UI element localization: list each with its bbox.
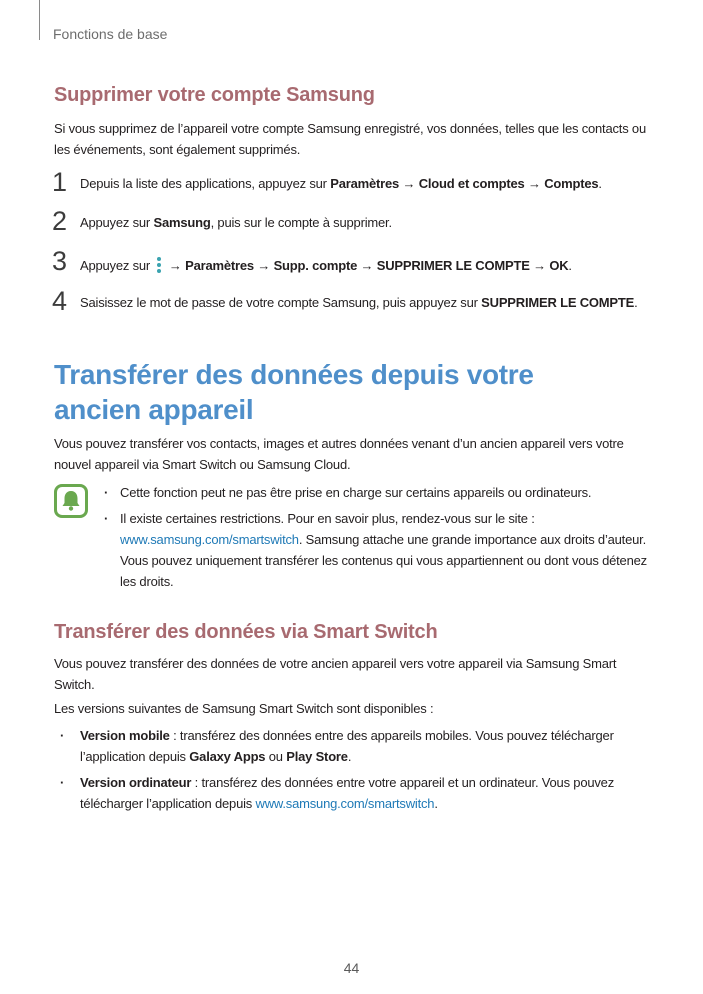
more-options-icon bbox=[155, 255, 163, 275]
note-item: · Cette fonction peut ne pas être prise en charge sur certains appareils ou ordinateurs. bbox=[104, 482, 649, 503]
running-header: Fonctions de base bbox=[53, 26, 168, 42]
main-heading-transfer-data: Transférer des données depuis votre ancien appareil bbox=[54, 359, 534, 425]
step-text: Appuyez sur → Paramètres → Supp. compte → SUPPRIMER LE COMPTE → OK. bbox=[80, 255, 572, 275]
step-2 bbox=[52, 206, 674, 237]
step-text: Depuis la liste des applications, appuyez sur Paramètres → Cloud et comptes → Comptes. bbox=[80, 176, 602, 191]
bell-notice-icon bbox=[54, 484, 88, 518]
section-heading-smart-switch: Transférer des données via Smart Switch bbox=[54, 621, 438, 643]
menu-path-accounts: Comptes bbox=[544, 176, 599, 191]
version-item-computer: · Version ordinateur : transférez des données entre votre appareil et un ordinateur. Vous pouvez télécharger l’application depuis www.samsung.com/smartswitch. bbox=[54, 772, 649, 814]
step-text: Appuyez sur Samsung, puis sur le compte à supprimer. bbox=[80, 215, 392, 230]
step-4 bbox=[52, 286, 674, 317]
menu-path-settings: Paramètres bbox=[330, 176, 400, 191]
version-item-mobile: · Version mobile : transférez des données entre des appareils mobiles. Vous pouvez télécharger l’application depuis Galaxy Apps ou Play Store. bbox=[54, 725, 649, 767]
smartswitch-link[interactable]: www.samsung.com/smartswitch bbox=[120, 532, 299, 547]
delete-account-intro: Si vous supprimez de l’appareil votre compte Samsung enregistré, vos données, telles que les contacts ou les événements, sont également supprimés. bbox=[54, 121, 646, 157]
menu-path-settings: Paramètres bbox=[185, 258, 254, 273]
galaxy-apps-label: Galaxy Apps bbox=[189, 749, 266, 764]
menu-path-remove-account: Supp. compte bbox=[273, 258, 358, 273]
menu-path-remove-account-confirm: SUPPRIMER LE COMPTE bbox=[481, 295, 635, 310]
note-item: · Il existe certaines restrictions. Pour en savoir plus, rendez-vous sur le site : www.samsung.com/smartswitch. Samsung attache une grande importance aux droits d’auteur. Vous pouvez uniquement transférer les contenus qui vous appartiennent ou dont vous détenez les droits. bbox=[104, 508, 649, 592]
transfer-data-intro: Vous pouvez transférer vos contacts, images et autres données venant d’un ancien appareil vers votre nouvel appareil via Smart Switch ou Samsung Cloud. bbox=[54, 436, 624, 472]
versions-list bbox=[54, 725, 649, 819]
menu-path-remove-account-confirm: SUPPRIMER LE COMPTE bbox=[376, 258, 530, 273]
notes-list bbox=[104, 482, 649, 597]
page-number: 44 bbox=[343, 960, 360, 976]
menu-path-ok: OK bbox=[549, 258, 569, 273]
smart-switch-intro: Vous pouvez transférer des données de votre ancien appareil vers votre appareil via Samsung Smart Switch. bbox=[54, 656, 617, 692]
step-number: 1 bbox=[52, 167, 68, 197]
menu-path-cloud-accounts: Cloud et comptes bbox=[418, 176, 525, 191]
step-1 bbox=[52, 167, 674, 198]
step-number: 2 bbox=[52, 206, 68, 236]
step-number: 3 bbox=[52, 246, 68, 276]
margin-rule bbox=[39, 0, 40, 40]
smartswitch-link[interactable]: www.samsung.com/smartswitch bbox=[255, 796, 435, 811]
section-heading-delete-account: Supprimer votre compte Samsung bbox=[54, 84, 375, 106]
step-3 bbox=[52, 246, 674, 277]
menu-path-samsung: Samsung bbox=[153, 215, 211, 230]
play-store-label: Play Store bbox=[286, 749, 348, 764]
versions-intro: Les versions suivantes de Samsung Smart Switch sont disponibles : bbox=[54, 701, 434, 716]
step-text: Saisissez le mot de passe de votre compte Samsung, puis appuyez sur SUPPRIMER LE COMPTE. bbox=[80, 295, 638, 310]
step-number: 4 bbox=[52, 286, 68, 316]
